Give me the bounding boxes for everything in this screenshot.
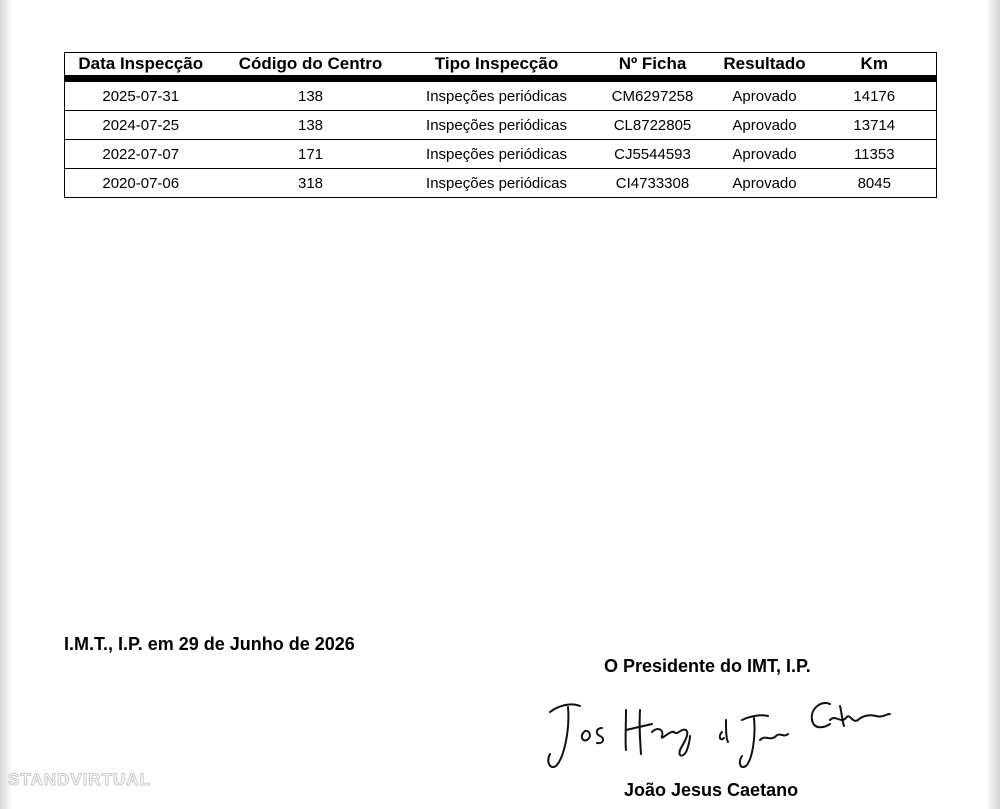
header-codigo-centro: Código do Centro — [217, 53, 405, 79]
header-tipo-inspeccao: Tipo Inspecção — [405, 53, 589, 79]
issue-date-line: I.M.T., I.P. em 29 de Junho de 2026 — [64, 634, 355, 654]
cell-date: 2025-07-31 — [65, 79, 217, 111]
cell-sheet-number: CM6297258 — [589, 79, 717, 111]
cell-inspection-type: Inspeções periódicas — [405, 79, 589, 111]
cell-km: 11353 — [813, 140, 937, 169]
cell-center-code: 318 — [217, 169, 405, 198]
page-edge-left — [0, 0, 12, 809]
table-row — [65, 79, 937, 111]
cell-date: 2022-07-07 — [65, 140, 217, 169]
cell-center-code: 138 — [217, 111, 405, 140]
standvirtual-watermark-logo: STANDVIRTUAL — [8, 770, 151, 789]
cell-date: 2020-07-06 — [65, 169, 217, 198]
table-row — [65, 140, 937, 169]
cell-km: 14176 — [813, 79, 937, 111]
cell-inspection-type: Inspeções periódicas — [405, 169, 589, 198]
page-edge-right — [986, 0, 1000, 809]
inspection-table — [64, 52, 937, 198]
table-row — [65, 111, 937, 140]
cell-sheet-number: CI4733308 — [589, 169, 717, 198]
cell-result: Aprovado — [717, 79, 813, 111]
table-row — [65, 169, 937, 198]
cell-inspection-type: Inspeções periódicas — [405, 111, 589, 140]
cell-result: Aprovado — [717, 140, 813, 169]
cell-center-code: 171 — [217, 140, 405, 169]
handwritten-signature — [540, 680, 900, 780]
cell-inspection-type: Inspeções periódicas — [405, 140, 589, 169]
header-km: Km — [813, 53, 937, 79]
cell-sheet-number: CL8722805 — [589, 111, 717, 140]
header-resultado: Resultado — [717, 53, 813, 79]
cell-km: 8045 — [813, 169, 937, 198]
header-data-inspeccao: Data Inspecção — [65, 53, 217, 79]
cell-result: Aprovado — [717, 169, 813, 198]
president-title: O Presidente do IMT, I.P. — [604, 656, 811, 676]
president-name: João Jesus Caetano — [624, 780, 799, 800]
cell-date: 2024-07-25 — [65, 111, 217, 140]
cell-km: 13714 — [813, 111, 937, 140]
table-header-row — [65, 53, 937, 79]
cell-center-code: 138 — [217, 79, 405, 111]
cell-result: Aprovado — [717, 111, 813, 140]
header-numero-ficha: Nº Ficha — [589, 53, 717, 79]
cell-sheet-number: CJ5544593 — [589, 140, 717, 169]
